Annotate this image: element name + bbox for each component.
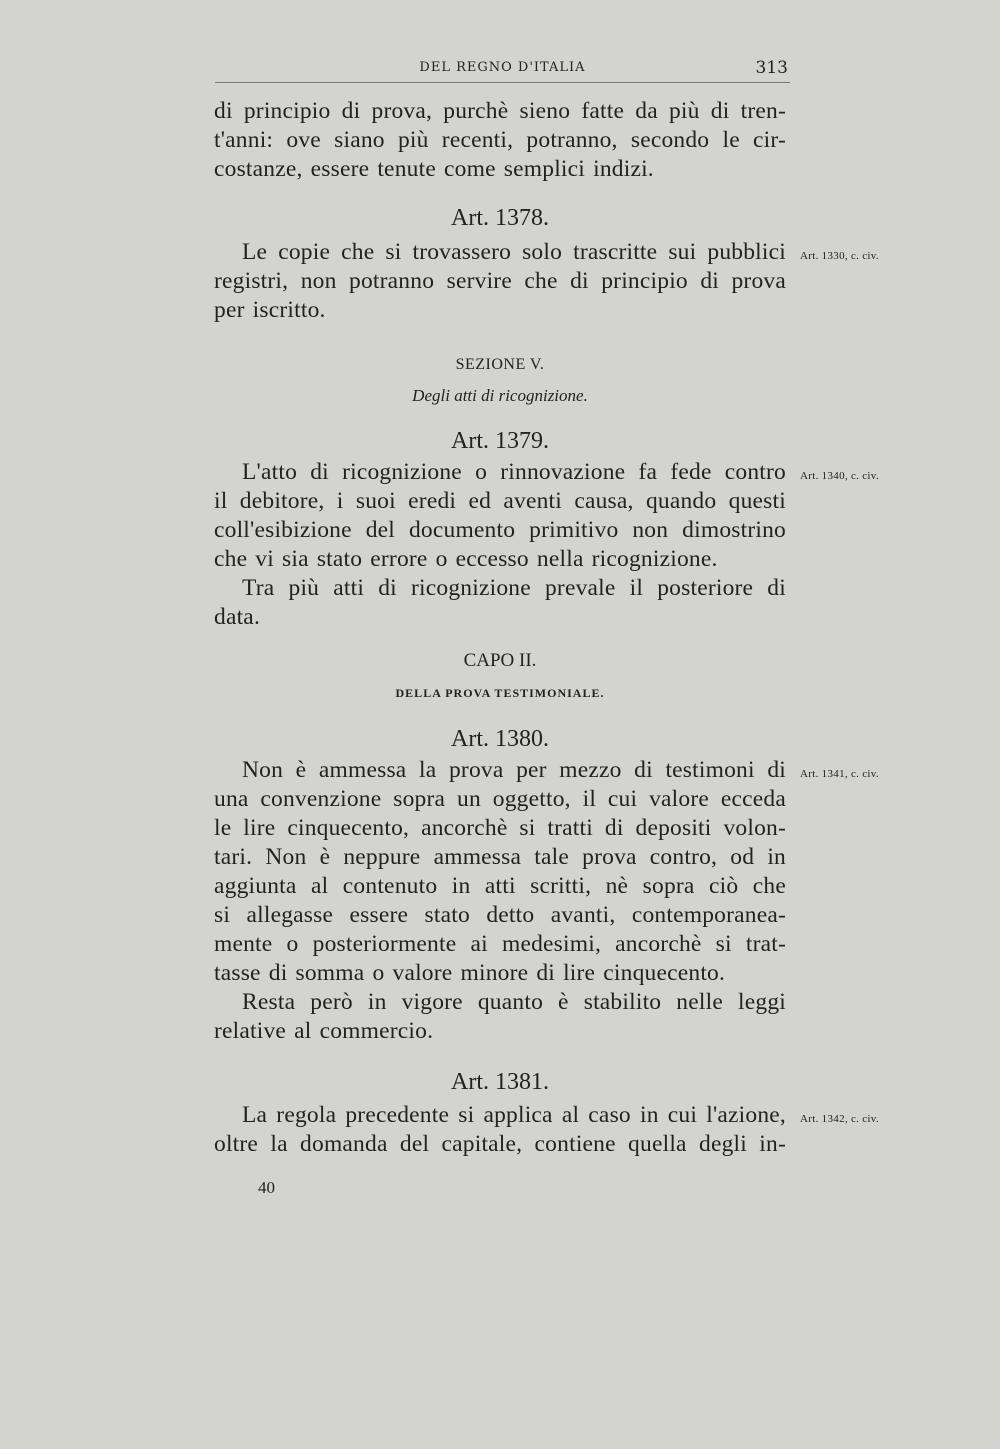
text-line: il debitore, i suoi eredi ed aventi causa, quando questi (214, 488, 786, 514)
text-line: oltre la domanda del capitale, contiene quella degli in- (214, 1131, 786, 1157)
running-header (215, 56, 790, 83)
margin-note-1380: Art. 1341, c. civ. (800, 768, 879, 780)
text-line: Non è ammessa la prova per mezzo di testimoni di (242, 757, 786, 783)
text-line: La regola precedente si applica al caso in cui l'azione, (242, 1102, 786, 1128)
signature-mark: 40 (258, 1178, 275, 1197)
text-line: una convenzione sopra un oggetto, il cui valore ecceda (214, 786, 786, 812)
text-line: di principio di prova, purchè sieno fatte da più di tren- (214, 98, 786, 124)
text-line: mente o posteriormente ai medesimi, ancorchè si trat- (214, 931, 786, 957)
text-line: si allegasse essere stato detto avanti, contemporanea- (214, 902, 786, 928)
article-heading-1381: Art. 1381. (451, 1069, 549, 1095)
text-line: costanze, essere tenute come semplici indizi. (214, 156, 654, 182)
article-heading-1378: Art. 1378. (451, 205, 549, 231)
text-line: t'anni: ove siano più recenti, potranno, secondo le cir- (214, 127, 786, 153)
article-1379-text (214, 458, 786, 632)
margin-note-1381: Art. 1342, c. civ. (800, 1113, 879, 1125)
text-line: registri, non potranno servire che di principio di prova (214, 268, 786, 294)
text-line: Resta però in vigore quanto è stabilito nelle leggi (242, 989, 786, 1015)
section-title: SEZIONE V. (455, 356, 545, 373)
text-line: per iscritto. (214, 297, 326, 323)
page-number: 313 (755, 58, 788, 78)
article-1378-text (214, 238, 786, 325)
text-line: coll'esibizione del documento primitivo non dimostrino (214, 517, 786, 543)
text-line: aggiunta al contenuto in atti scritti, nè sopra ciò che (214, 873, 786, 899)
running-title: DEL REGNO D'ITALIA (419, 60, 586, 75)
chapter-title: CAPO II. (463, 650, 537, 671)
text-line: che vi sia stato errore o eccesso nella ricognizione. (214, 546, 718, 572)
text-line: Le copie che si trovassero solo trascritte sui pubblici (242, 239, 786, 265)
chapter-subtitle: DELLA PROVA TESTIMONIALE. (395, 686, 605, 700)
section-subtitle: Degli atti di ricognizione. (412, 386, 588, 405)
article-heading-1380: Art. 1380. (451, 726, 549, 752)
article-1380-text (214, 756, 786, 1046)
text-line: tari. Non è neppure ammessa tale prova contro, od in (214, 844, 786, 870)
text-line: relative al commercio. (214, 1018, 434, 1044)
text-line: L'atto di ricognizione o rinnovazione fa fede contro (242, 459, 786, 485)
article-1381-text (214, 1101, 786, 1159)
article-heading-1379: Art. 1379. (451, 428, 549, 454)
text-line: le lire cinquecento, ancorchè si tratti di depositi volon- (214, 815, 786, 841)
text-line: Tra più atti di ricognizione prevale il posteriore di (242, 575, 786, 601)
margin-note-1379: Art. 1340, c. civ. (800, 470, 879, 482)
margin-note-1378: Art. 1330, c. civ. (800, 250, 879, 262)
text-line: data. (214, 604, 261, 630)
text-line: tasse di somma o valore minore di lire cinquecento. (214, 960, 726, 986)
intro-paragraph (214, 97, 786, 184)
